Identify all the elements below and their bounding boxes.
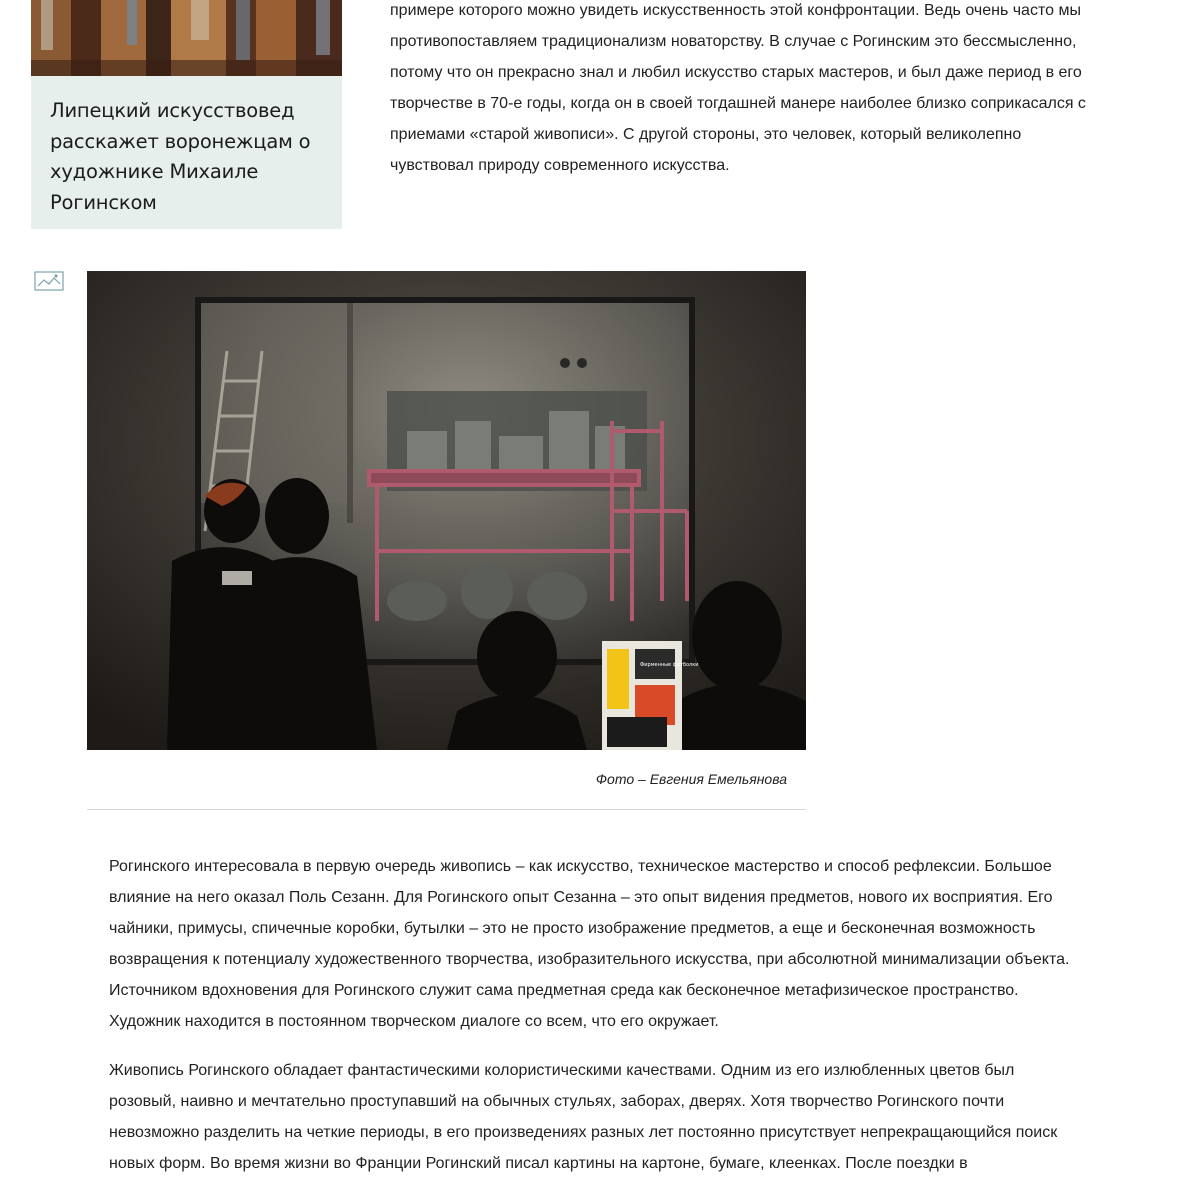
text-line: творчестве в 70-е годы, когда он в своей тогдашней манере наиболее близко соприкасался с	[390, 95, 1086, 112]
article-paragraph-2	[109, 1055, 1169, 1179]
text-line: потому что он прекрасно знал и любил искусство старых мастеров, и был даже период в его	[390, 64, 1082, 81]
text-line: Рогинского интересовала в первую очередь живопись – как искусство, техническое мастерство и способ рефлексии. Большое	[109, 858, 1052, 875]
info-stand-graphic	[602, 641, 682, 750]
text-line: Художник находится в постоянном творческом диалоге со всем, что его окружает.	[109, 1013, 719, 1030]
photo-caption: Фото – Евгения Емельянова	[595, 771, 787, 787]
related-article-thumbnail[interactable]	[31, 0, 342, 76]
article-intro-paragraph	[390, 0, 1170, 181]
exhibition-photo-image	[87, 271, 806, 750]
related-article-body[interactable]	[31, 76, 342, 229]
image-gallery-icon[interactable]	[34, 270, 64, 292]
text-line: Источником вдохновения для Рогинского служит сама предметная среда как бесконечное метафизическое пространство.	[109, 982, 1019, 999]
related-article-card[interactable]	[31, 0, 342, 229]
text-line: невозможно разделить на четкие периоды, в его произведениях разных лет постоянно присутствует непрекращающийся поиск	[109, 1124, 1058, 1141]
article-paragraph-1	[109, 851, 1169, 1037]
painting-thumbnail-image	[31, 0, 342, 76]
caption-divider	[87, 809, 806, 810]
text-line: противопоставляем традиционализм новаторству. В случае с Рогинским это бессмысленно,	[390, 33, 1077, 50]
text-line: Живопись Рогинского обладает фантастическими колористическими качествами. Одним из его излюбленных цветов был	[109, 1062, 1015, 1079]
text-line: влияние на него оказал Поль Сезанн. Для Рогинского опыт Сезанна – это опыт видения предметов, нового их восприятия. Его	[109, 889, 1053, 906]
stand-text: Фирменные футболки	[640, 662, 699, 668]
text-line: чувствовал природу современного искусства.	[390, 157, 730, 174]
text-line: розовый, наивно и мечтательно проступавший на обычных стульях, заборах, дверях. Хотя творчество Рогинского почти	[109, 1093, 1005, 1110]
text-line: чайники, примусы, спичечные коробки, бутылки – это не просто изображение предметов, а еще и бесконечная возможность	[109, 920, 1036, 937]
text-line: приемами «старой живописи». С другой стороны, это человек, который великолепно	[390, 126, 1022, 143]
text-line: примере которого можно увидеть искусственность этой конфронтации. Ведь очень часто мы	[390, 2, 1081, 19]
related-article-title[interactable]: Липецкий искусствовед расскажет воронежцам о художнике Михаиле Рогинском	[50, 99, 311, 214]
text-line: возвращения к потенциалу художественного творчества, изобразительного искусства, при абсолютной минимализации объекта.	[109, 951, 1070, 968]
text-line: новых форм. Во время жизни во Франции Рогинский писал картины на картоне, бумаге, клеенках. После поездки в	[109, 1155, 968, 1172]
article-photo[interactable]	[87, 271, 806, 750]
